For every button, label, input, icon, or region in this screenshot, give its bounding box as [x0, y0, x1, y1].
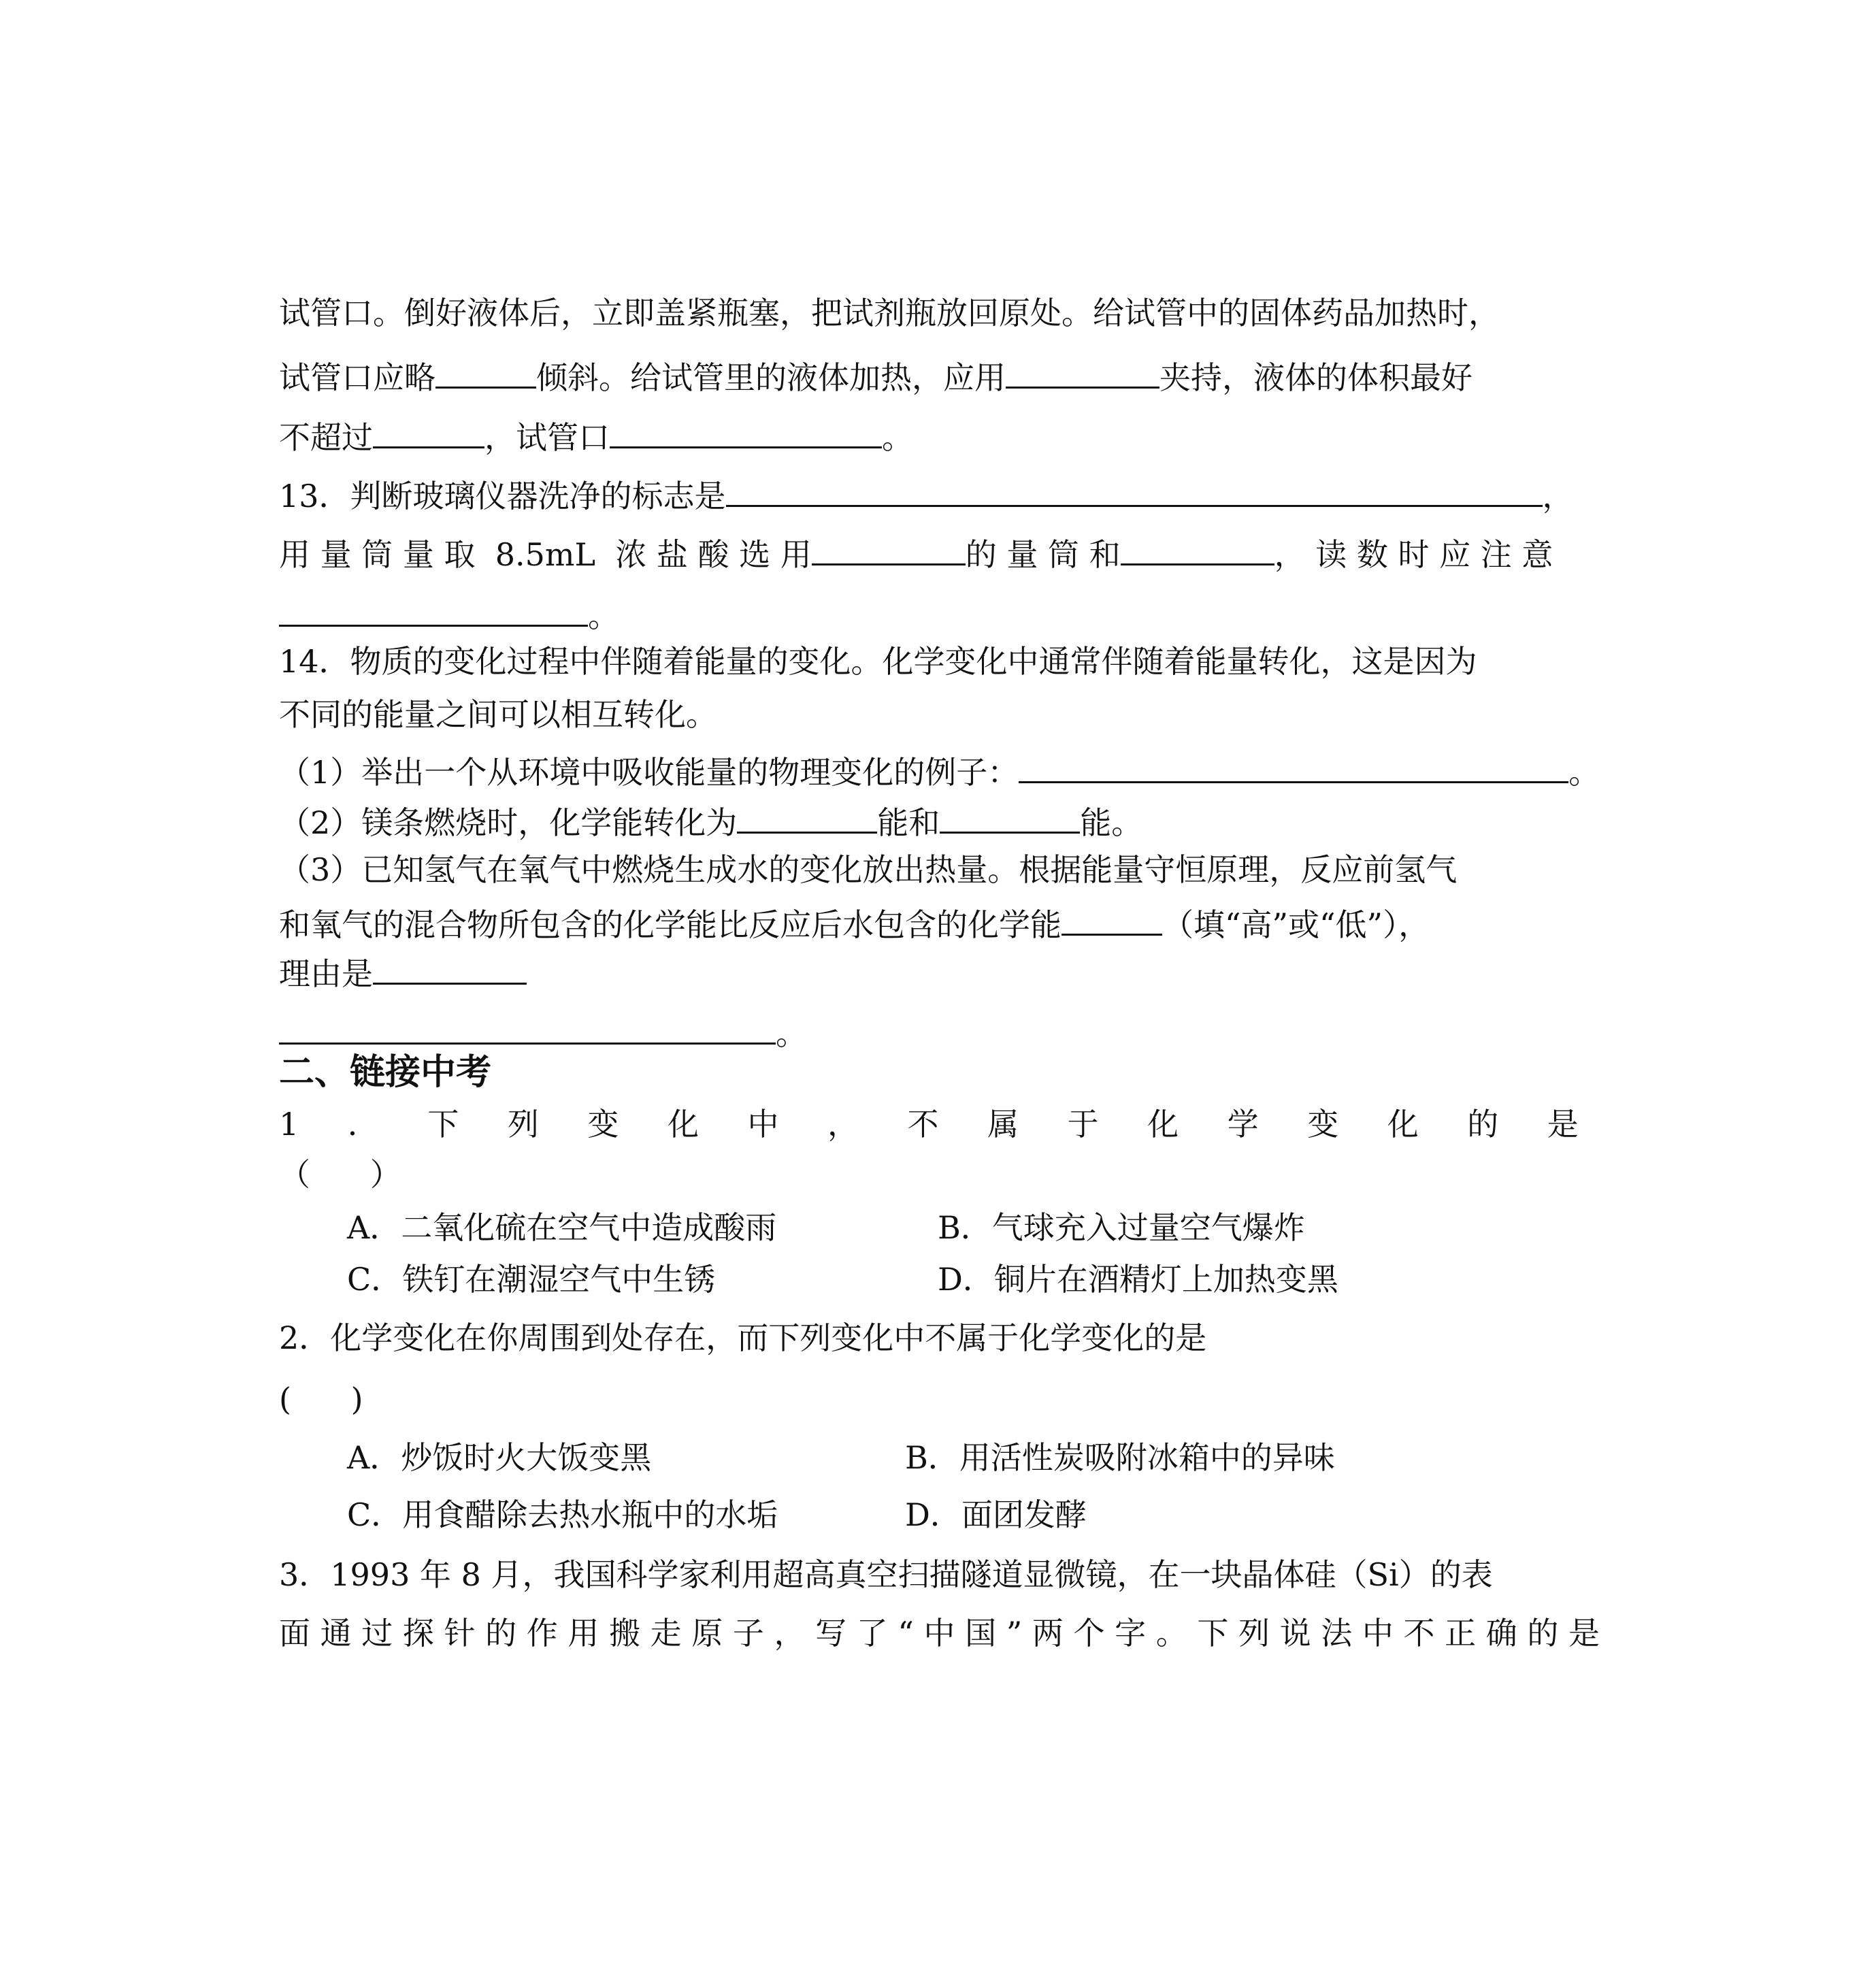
mc1-answer-paren[interactable]: （ ）	[279, 1156, 401, 1193]
q13-line2: 用 量 筒 量 取 8.5mL 浓 盐 酸 选 用 的 量 筒 和 ， 读 数 时 应 注 意	[279, 529, 1553, 575]
answer-blank[interactable]	[435, 352, 536, 389]
q14-part3-line3: 理由是	[279, 949, 527, 994]
answer-blank[interactable]	[1121, 529, 1274, 565]
q14-part3-line2: 和氧气的混合物所包含的化学能比反应后水包含的化学能 （填“高”或“低”），	[279, 900, 1430, 945]
q13-line1: 13．判断玻璃仪器洗净的标志是 ，	[279, 471, 1574, 516]
mc2-answer-paren[interactable]: ( )	[279, 1381, 363, 1417]
q13-line3: 。	[279, 591, 619, 636]
mc1-option-d[interactable]: D．铜片在酒精灯上加热变黑	[938, 1261, 1338, 1298]
answer-blank[interactable]	[373, 949, 527, 985]
answer-blank[interactable]	[1006, 352, 1159, 389]
q14-part3-line1: （3）已知氢气在氧气中燃烧生成水的变化放出热量。根据能量守恒原理，反应前氢气	[279, 851, 1458, 888]
answer-blank[interactable]	[737, 798, 877, 834]
answer-blank[interactable]	[1019, 747, 1568, 783]
mc2-option-a[interactable]: A．炒饭时火大饭变黑	[347, 1439, 652, 1476]
mc3-line1: 3．1993 年 8 月，我国科学家利用超高真空扫描隧道显微镜，在一块晶体硅（Si）的表	[279, 1556, 1493, 1593]
q14-part2: （2）镁条燃烧时，化学能转化为 能和 能。	[279, 798, 1142, 843]
mc2-option-b[interactable]: B．用活性炭吸附冰箱中的异味	[905, 1439, 1335, 1476]
answer-blank[interactable]	[279, 1008, 776, 1045]
answer-blank[interactable]	[940, 798, 1080, 834]
mc1-option-c[interactable]: C．铁钉在潮湿空气中生锈	[347, 1261, 716, 1298]
q12-line2: 试管口应略 倾斜。给试管里的液体加热，应用 夹持，液体的体积最好	[279, 352, 1472, 398]
answer-blank[interactable]	[726, 471, 1543, 507]
mc2-option-d[interactable]: D．面团发酵	[905, 1496, 1087, 1533]
q14-part1: （1）举出一个从环境中吸收能量的物理变化的例子： 。	[279, 747, 1600, 793]
mc1-stem: 1 ． 下 列 变 化 中 ， 不 属 于 化 学 变 化 的 是	[279, 1106, 1579, 1143]
mc2-stem: 2．化学变化在你周围到处存在，而下列变化中不属于化学变化的是	[279, 1319, 1207, 1356]
answer-blank[interactable]	[279, 591, 588, 627]
q14-line1: 14．物质的变化过程中伴随着能量的变化。化学变化中通常伴随着能量转化，这是因为	[279, 643, 1477, 680]
answer-blank[interactable]	[1062, 900, 1162, 936]
mc3-line2: 面 通 过 探 针 的 作 用 搬 走 原 子 ， 写 了 “ 中 国 ” 两 个 字 。 下 列 说 法 中 不 正 确 的 是	[279, 1615, 1600, 1652]
mc1-option-a[interactable]: A．二氧化硫在空气中造成酸雨	[347, 1209, 777, 1246]
q14-part3-line4: 。	[279, 1008, 807, 1054]
answer-blank[interactable]	[610, 412, 882, 448]
q14-line2: 不同的能量之间可以相互转化。	[279, 696, 717, 733]
mc1-option-b[interactable]: B．气球充入过量空气爆炸	[938, 1209, 1305, 1246]
mc2-option-c[interactable]: C．用食醋除去热水瓶中的水垢	[347, 1496, 778, 1533]
q12-line1: 试管口。倒好液体后，立即盖紧瓶塞，把试剂瓶放回原处。给试管中的固体药品加热时，	[279, 295, 1500, 331]
q12-line3: 不超过 ，试管口 。	[279, 412, 913, 458]
section-heading: 二、链接中考	[279, 1052, 492, 1093]
answer-blank[interactable]	[373, 412, 484, 448]
answer-blank[interactable]	[812, 529, 966, 565]
